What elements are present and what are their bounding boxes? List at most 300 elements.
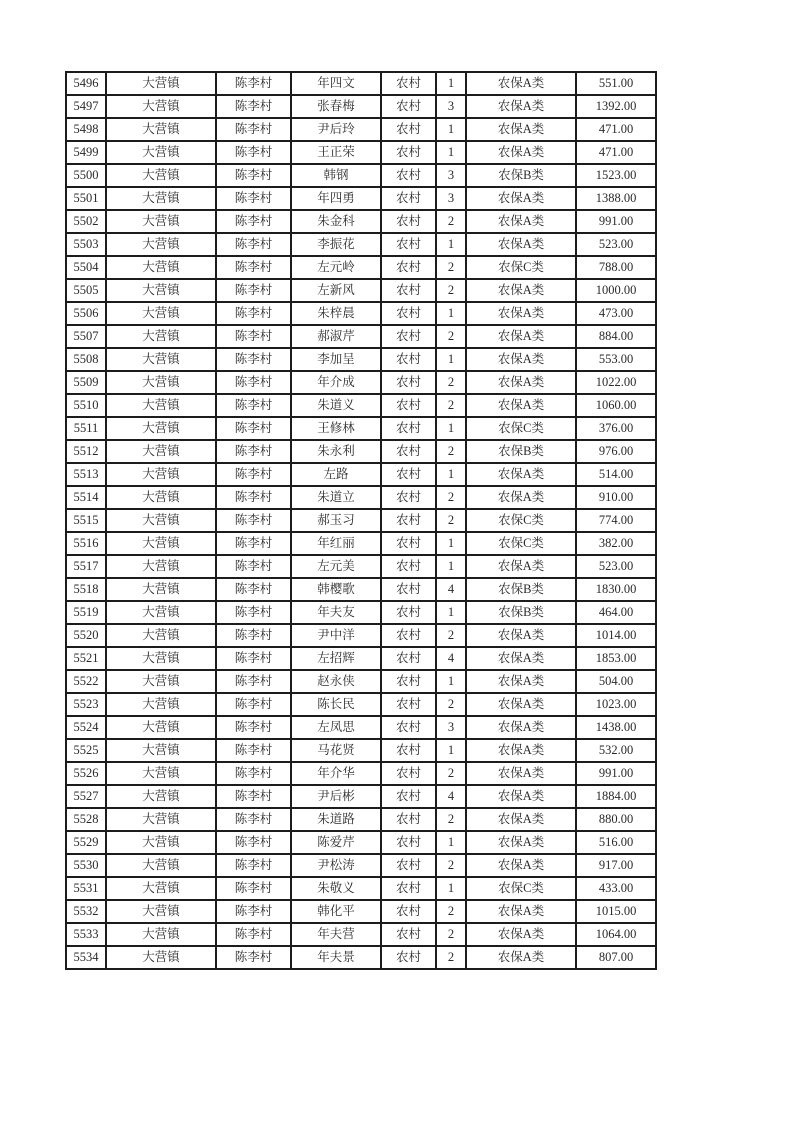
cell-seq: 5501 (66, 187, 106, 210)
cell-seq: 5512 (66, 440, 106, 463)
cell-name: 年介成 (291, 371, 381, 394)
table-row (66, 486, 656, 509)
cell-amount: 774.00 (576, 509, 656, 532)
cell-residence: 农村 (381, 348, 436, 371)
cell-seq: 5506 (66, 302, 106, 325)
cell-seq: 5509 (66, 371, 106, 394)
cell-category: 农保A类 (466, 233, 576, 256)
cell-name: 朱敬义 (291, 877, 381, 900)
cell-village: 陈李村 (216, 348, 291, 371)
cell-seq: 5504 (66, 256, 106, 279)
cell-residence: 农村 (381, 831, 436, 854)
cell-persons: 2 (436, 900, 466, 923)
cell-town: 大营镇 (106, 95, 216, 118)
cell-seq: 5500 (66, 164, 106, 187)
cell-persons: 1 (436, 670, 466, 693)
cell-village: 陈李村 (216, 946, 291, 969)
cell-village: 陈李村 (216, 670, 291, 693)
table-row (66, 325, 656, 348)
cell-category: 农保A类 (466, 118, 576, 141)
cell-amount: 1830.00 (576, 578, 656, 601)
cell-name: 尹中洋 (291, 624, 381, 647)
table-row (66, 946, 656, 969)
cell-town: 大营镇 (106, 118, 216, 141)
cell-seq: 5533 (66, 923, 106, 946)
cell-persons: 1 (436, 831, 466, 854)
cell-seq: 5521 (66, 647, 106, 670)
cell-name: 左元岭 (291, 256, 381, 279)
cell-category: 农保C类 (466, 417, 576, 440)
table-body (66, 72, 656, 969)
cell-amount: 382.00 (576, 532, 656, 555)
cell-amount: 376.00 (576, 417, 656, 440)
table-row (66, 923, 656, 946)
cell-amount: 433.00 (576, 877, 656, 900)
cell-village: 陈李村 (216, 555, 291, 578)
cell-seq: 5497 (66, 95, 106, 118)
cell-residence: 农村 (381, 371, 436, 394)
cell-seq: 5517 (66, 555, 106, 578)
cell-village: 陈李村 (216, 624, 291, 647)
cell-category: 农保B类 (466, 164, 576, 187)
cell-category: 农保A类 (466, 463, 576, 486)
cell-seq: 5496 (66, 72, 106, 95)
cell-name: 左元美 (291, 555, 381, 578)
cell-residence: 农村 (381, 785, 436, 808)
cell-town: 大营镇 (106, 325, 216, 348)
cell-persons: 4 (436, 647, 466, 670)
cell-persons: 3 (436, 95, 466, 118)
cell-seq: 5520 (66, 624, 106, 647)
cell-persons: 2 (436, 762, 466, 785)
cell-town: 大营镇 (106, 72, 216, 95)
cell-category: 农保A类 (466, 95, 576, 118)
cell-amount: 880.00 (576, 808, 656, 831)
cell-amount: 504.00 (576, 670, 656, 693)
cell-village: 陈李村 (216, 854, 291, 877)
cell-seq: 5503 (66, 233, 106, 256)
cell-amount: 1392.00 (576, 95, 656, 118)
cell-persons: 3 (436, 164, 466, 187)
cell-seq: 5515 (66, 509, 106, 532)
table-row (66, 808, 656, 831)
cell-category: 农保A类 (466, 371, 576, 394)
table-row (66, 854, 656, 877)
cell-town: 大营镇 (106, 900, 216, 923)
cell-town: 大营镇 (106, 624, 216, 647)
cell-persons: 2 (436, 210, 466, 233)
cell-category: 农保A类 (466, 923, 576, 946)
cell-residence: 农村 (381, 716, 436, 739)
cell-amount: 884.00 (576, 325, 656, 348)
cell-amount: 1014.00 (576, 624, 656, 647)
cell-name: 年介华 (291, 762, 381, 785)
cell-name: 赵永侠 (291, 670, 381, 693)
cell-persons: 2 (436, 946, 466, 969)
cell-category: 农保A类 (466, 739, 576, 762)
cell-category: 农保A类 (466, 210, 576, 233)
cell-seq: 5516 (66, 532, 106, 555)
cell-town: 大营镇 (106, 233, 216, 256)
cell-town: 大营镇 (106, 762, 216, 785)
cell-persons: 2 (436, 808, 466, 831)
cell-name: 左招辉 (291, 647, 381, 670)
cell-residence: 农村 (381, 900, 436, 923)
cell-persons: 2 (436, 486, 466, 509)
cell-persons: 2 (436, 854, 466, 877)
table-row (66, 785, 656, 808)
cell-persons: 2 (436, 325, 466, 348)
cell-persons: 2 (436, 509, 466, 532)
cell-seq: 5523 (66, 693, 106, 716)
cell-category: 农保A类 (466, 670, 576, 693)
table-row (66, 348, 656, 371)
table-row (66, 831, 656, 854)
cell-residence: 农村 (381, 647, 436, 670)
table-row (66, 233, 656, 256)
cell-name: 年四勇 (291, 187, 381, 210)
cell-town: 大营镇 (106, 371, 216, 394)
cell-category: 农保C类 (466, 509, 576, 532)
table-row (66, 440, 656, 463)
cell-village: 陈李村 (216, 417, 291, 440)
cell-residence: 农村 (381, 532, 436, 555)
cell-amount: 807.00 (576, 946, 656, 969)
cell-name: 韩樱歌 (291, 578, 381, 601)
cell-town: 大营镇 (106, 210, 216, 233)
cell-name: 左凤思 (291, 716, 381, 739)
cell-town: 大营镇 (106, 417, 216, 440)
cell-residence: 农村 (381, 118, 436, 141)
cell-amount: 553.00 (576, 348, 656, 371)
cell-name: 尹松涛 (291, 854, 381, 877)
cell-seq: 5525 (66, 739, 106, 762)
cell-persons: 1 (436, 877, 466, 900)
cell-residence: 农村 (381, 555, 436, 578)
cell-village: 陈李村 (216, 371, 291, 394)
cell-town: 大营镇 (106, 854, 216, 877)
cell-amount: 523.00 (576, 555, 656, 578)
cell-village: 陈李村 (216, 486, 291, 509)
cell-village: 陈李村 (216, 233, 291, 256)
cell-residence: 农村 (381, 72, 436, 95)
cell-category: 农保A类 (466, 762, 576, 785)
cell-name: 朱道义 (291, 394, 381, 417)
cell-amount: 1000.00 (576, 279, 656, 302)
cell-town: 大营镇 (106, 440, 216, 463)
cell-name: 年红丽 (291, 532, 381, 555)
cell-name: 年夫友 (291, 601, 381, 624)
cell-amount: 1853.00 (576, 647, 656, 670)
cell-category: 农保A类 (466, 187, 576, 210)
cell-village: 陈李村 (216, 325, 291, 348)
cell-seq: 5508 (66, 348, 106, 371)
cell-residence: 农村 (381, 440, 436, 463)
cell-seq: 5511 (66, 417, 106, 440)
cell-town: 大营镇 (106, 601, 216, 624)
cell-seq: 5502 (66, 210, 106, 233)
cell-name: 韩钢 (291, 164, 381, 187)
table-row (66, 210, 656, 233)
cell-residence: 农村 (381, 417, 436, 440)
cell-residence: 农村 (381, 302, 436, 325)
cell-town: 大营镇 (106, 946, 216, 969)
cell-category: 农保A类 (466, 831, 576, 854)
cell-name: 李加呈 (291, 348, 381, 371)
cell-persons: 1 (436, 739, 466, 762)
cell-residence: 农村 (381, 946, 436, 969)
cell-seq: 5510 (66, 394, 106, 417)
cell-name: 尹后彬 (291, 785, 381, 808)
cell-amount: 464.00 (576, 601, 656, 624)
cell-town: 大营镇 (106, 279, 216, 302)
cell-category: 农保A类 (466, 302, 576, 325)
table-row (66, 118, 656, 141)
cell-amount: 1060.00 (576, 394, 656, 417)
cell-seq: 5505 (66, 279, 106, 302)
cell-village: 陈李村 (216, 831, 291, 854)
cell-town: 大营镇 (106, 808, 216, 831)
cell-persons: 2 (436, 440, 466, 463)
cell-residence: 农村 (381, 693, 436, 716)
cell-seq: 5531 (66, 877, 106, 900)
cell-category: 农保B类 (466, 440, 576, 463)
cell-persons: 2 (436, 693, 466, 716)
table-row (66, 601, 656, 624)
cell-seq: 5528 (66, 808, 106, 831)
cell-residence: 农村 (381, 210, 436, 233)
cell-town: 大营镇 (106, 785, 216, 808)
cell-town: 大营镇 (106, 164, 216, 187)
cell-category: 农保A类 (466, 555, 576, 578)
cell-village: 陈李村 (216, 923, 291, 946)
cell-amount: 1023.00 (576, 693, 656, 716)
cell-village: 陈李村 (216, 739, 291, 762)
cell-village: 陈李村 (216, 141, 291, 164)
payment-list-table (65, 71, 657, 970)
cell-seq: 5527 (66, 785, 106, 808)
cell-category: 农保B类 (466, 578, 576, 601)
cell-persons: 1 (436, 72, 466, 95)
cell-town: 大营镇 (106, 670, 216, 693)
cell-persons: 1 (436, 141, 466, 164)
cell-category: 农保C类 (466, 256, 576, 279)
table-row (66, 762, 656, 785)
cell-amount: 1438.00 (576, 716, 656, 739)
cell-town: 大营镇 (106, 578, 216, 601)
cell-village: 陈李村 (216, 210, 291, 233)
cell-village: 陈李村 (216, 532, 291, 555)
cell-seq: 5530 (66, 854, 106, 877)
cell-amount: 788.00 (576, 256, 656, 279)
cell-persons: 1 (436, 348, 466, 371)
cell-category: 农保C类 (466, 877, 576, 900)
cell-name: 马花贤 (291, 739, 381, 762)
cell-category: 农保A类 (466, 946, 576, 969)
cell-amount: 532.00 (576, 739, 656, 762)
cell-residence: 农村 (381, 233, 436, 256)
cell-category: 农保A类 (466, 325, 576, 348)
cell-residence: 农村 (381, 923, 436, 946)
cell-village: 陈李村 (216, 164, 291, 187)
cell-category: 农保A类 (466, 141, 576, 164)
cell-village: 陈李村 (216, 647, 291, 670)
table-row (66, 72, 656, 95)
cell-village: 陈李村 (216, 900, 291, 923)
cell-town: 大营镇 (106, 877, 216, 900)
cell-town: 大营镇 (106, 532, 216, 555)
cell-amount: 516.00 (576, 831, 656, 854)
cell-amount: 1015.00 (576, 900, 656, 923)
cell-residence: 农村 (381, 808, 436, 831)
cell-seq: 5534 (66, 946, 106, 969)
cell-residence: 农村 (381, 877, 436, 900)
cell-seq: 5519 (66, 601, 106, 624)
cell-amount: 910.00 (576, 486, 656, 509)
cell-residence: 农村 (381, 486, 436, 509)
cell-village: 陈李村 (216, 578, 291, 601)
cell-persons: 1 (436, 463, 466, 486)
cell-name: 年夫营 (291, 923, 381, 946)
cell-village: 陈李村 (216, 785, 291, 808)
table-row (66, 509, 656, 532)
cell-persons: 2 (436, 256, 466, 279)
cell-town: 大营镇 (106, 739, 216, 762)
cell-name: 左新风 (291, 279, 381, 302)
cell-category: 农保A类 (466, 693, 576, 716)
cell-amount: 976.00 (576, 440, 656, 463)
cell-town: 大营镇 (106, 647, 216, 670)
table-row (66, 256, 656, 279)
cell-name: 朱道立 (291, 486, 381, 509)
cell-residence: 农村 (381, 509, 436, 532)
cell-name: 朱金科 (291, 210, 381, 233)
table-row (66, 279, 656, 302)
cell-persons: 1 (436, 233, 466, 256)
cell-town: 大营镇 (106, 348, 216, 371)
cell-persons: 4 (436, 785, 466, 808)
cell-amount: 523.00 (576, 233, 656, 256)
table-row (66, 578, 656, 601)
cell-village: 陈李村 (216, 256, 291, 279)
cell-seq: 5514 (66, 486, 106, 509)
cell-category: 农保A类 (466, 854, 576, 877)
cell-town: 大营镇 (106, 716, 216, 739)
cell-seq: 5524 (66, 716, 106, 739)
cell-name: 朱道路 (291, 808, 381, 831)
cell-village: 陈李村 (216, 716, 291, 739)
cell-amount: 1064.00 (576, 923, 656, 946)
cell-amount: 917.00 (576, 854, 656, 877)
cell-name: 王修林 (291, 417, 381, 440)
cell-amount: 1388.00 (576, 187, 656, 210)
cell-category: 农保A类 (466, 900, 576, 923)
cell-village: 陈李村 (216, 72, 291, 95)
cell-amount: 991.00 (576, 762, 656, 785)
cell-village: 陈李村 (216, 440, 291, 463)
cell-residence: 农村 (381, 739, 436, 762)
cell-residence: 农村 (381, 394, 436, 417)
cell-category: 农保A类 (466, 785, 576, 808)
table-row (66, 141, 656, 164)
cell-residence: 农村 (381, 95, 436, 118)
table-row (66, 394, 656, 417)
cell-amount: 471.00 (576, 118, 656, 141)
cell-amount: 1022.00 (576, 371, 656, 394)
cell-persons: 2 (436, 371, 466, 394)
cell-persons: 4 (436, 578, 466, 601)
cell-residence: 农村 (381, 578, 436, 601)
cell-town: 大营镇 (106, 923, 216, 946)
cell-town: 大营镇 (106, 302, 216, 325)
cell-residence: 农村 (381, 325, 436, 348)
cell-town: 大营镇 (106, 141, 216, 164)
cell-residence: 农村 (381, 164, 436, 187)
cell-name: 陈爱芹 (291, 831, 381, 854)
table-row (66, 532, 656, 555)
cell-seq: 5513 (66, 463, 106, 486)
cell-village: 陈李村 (216, 279, 291, 302)
cell-seq: 5522 (66, 670, 106, 693)
cell-seq: 5507 (66, 325, 106, 348)
cell-persons: 1 (436, 118, 466, 141)
cell-amount: 551.00 (576, 72, 656, 95)
cell-name: 朱永利 (291, 440, 381, 463)
cell-seq: 5532 (66, 900, 106, 923)
cell-category: 农保A类 (466, 647, 576, 670)
table-row (66, 187, 656, 210)
cell-name: 韩化平 (291, 900, 381, 923)
table-row (66, 716, 656, 739)
cell-village: 陈李村 (216, 601, 291, 624)
cell-name: 朱梓晨 (291, 302, 381, 325)
cell-name: 郝玉习 (291, 509, 381, 532)
cell-persons: 1 (436, 302, 466, 325)
cell-village: 陈李村 (216, 762, 291, 785)
cell-name: 张春梅 (291, 95, 381, 118)
cell-town: 大营镇 (106, 187, 216, 210)
cell-town: 大营镇 (106, 693, 216, 716)
table-row (66, 624, 656, 647)
table-row (66, 877, 656, 900)
cell-town: 大营镇 (106, 831, 216, 854)
cell-village: 陈李村 (216, 463, 291, 486)
cell-persons: 3 (436, 716, 466, 739)
table-row (66, 95, 656, 118)
cell-seq: 5526 (66, 762, 106, 785)
cell-category: 农保A类 (466, 348, 576, 371)
cell-village: 陈李村 (216, 394, 291, 417)
table-row (66, 647, 656, 670)
cell-persons: 2 (436, 923, 466, 946)
cell-name: 陈长民 (291, 693, 381, 716)
cell-name: 尹后玲 (291, 118, 381, 141)
cell-village: 陈李村 (216, 693, 291, 716)
cell-residence: 农村 (381, 762, 436, 785)
cell-town: 大营镇 (106, 394, 216, 417)
cell-seq: 5529 (66, 831, 106, 854)
cell-amount: 991.00 (576, 210, 656, 233)
cell-residence: 农村 (381, 187, 436, 210)
table-row (66, 371, 656, 394)
cell-persons: 2 (436, 279, 466, 302)
cell-category: 农保A类 (466, 808, 576, 831)
cell-amount: 1523.00 (576, 164, 656, 187)
cell-town: 大营镇 (106, 486, 216, 509)
cell-category: 农保C类 (466, 532, 576, 555)
table-row (66, 417, 656, 440)
cell-residence: 农村 (381, 854, 436, 877)
